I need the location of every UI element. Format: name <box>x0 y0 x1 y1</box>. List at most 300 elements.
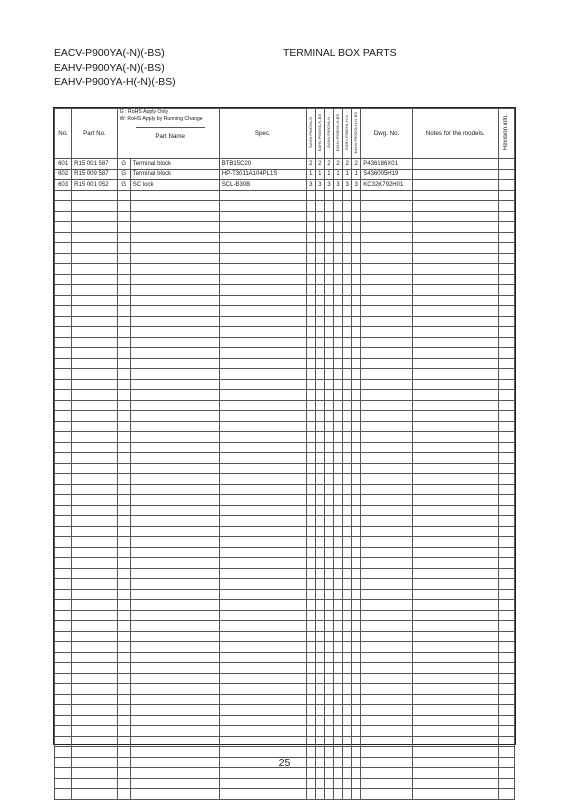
cell-q-4 <box>343 673 352 684</box>
cell-q-2 <box>324 211 333 222</box>
cell-dwg <box>361 306 413 317</box>
cell-q-1 <box>315 705 324 716</box>
cell-q-5 <box>352 568 361 579</box>
cell-dwg <box>361 285 413 296</box>
cell-rohs <box>117 327 130 338</box>
cell-q-2 <box>324 337 333 348</box>
legend-w: W: RoHS Apply by Running Change <box>119 116 203 122</box>
cell-q-1 <box>315 190 324 201</box>
cell-empty <box>412 379 498 390</box>
cell-no <box>55 474 72 485</box>
cell-part_no <box>72 285 117 296</box>
cell-q-3 <box>333 631 342 642</box>
cell-q-0 <box>306 453 315 464</box>
cell-dwg <box>361 610 413 621</box>
cell-dwg <box>361 474 413 485</box>
cell-q-1 <box>315 390 324 401</box>
cell-empty <box>498 642 514 653</box>
cell-rohs <box>117 390 130 401</box>
header-model: EAHV-P900YA-N-BS <box>315 109 324 159</box>
cell-spec <box>219 484 306 495</box>
cell-name <box>130 369 219 380</box>
cell-empty <box>412 694 498 705</box>
cell-q-3 <box>333 526 342 537</box>
cell-name: Terminal block <box>130 169 219 180</box>
cell-q-0 <box>306 316 315 327</box>
cell-empty <box>498 589 514 600</box>
cell-q-0 <box>306 705 315 716</box>
cell-name <box>130 474 219 485</box>
cell-empty <box>498 474 514 485</box>
cell-q-5 <box>352 463 361 474</box>
cell-no <box>55 747 72 758</box>
cell-empty <box>412 705 498 716</box>
cell-q-3 <box>333 327 342 338</box>
cell-no: 601 <box>55 159 72 170</box>
cell-empty <box>498 190 514 201</box>
cell-q-2 <box>324 484 333 495</box>
cell-rohs <box>117 547 130 558</box>
cell-empty <box>498 222 514 233</box>
cell-part_no <box>72 652 117 663</box>
cell-q-4 <box>343 684 352 695</box>
cell-q-3 <box>333 747 342 758</box>
cell-q-5: 1 <box>352 169 361 180</box>
cell-empty <box>412 442 498 453</box>
cell-part_no <box>72 274 117 285</box>
cell-q-2 <box>324 600 333 611</box>
table-row <box>55 768 515 779</box>
cell-q-2 <box>324 390 333 401</box>
cell-q-5 <box>352 316 361 327</box>
cell-no <box>55 411 72 422</box>
cell-name <box>130 295 219 306</box>
cell-q-0 <box>306 747 315 758</box>
cell-part_no <box>72 526 117 537</box>
cell-dwg <box>361 747 413 758</box>
cell-name <box>130 526 219 537</box>
cell-q-3 <box>333 537 342 548</box>
cell-q-4 <box>343 358 352 369</box>
cell-empty <box>412 285 498 296</box>
cell-q-0 <box>306 295 315 306</box>
cell-part_no <box>72 600 117 611</box>
cell-rohs <box>117 495 130 506</box>
cell-q-2 <box>324 285 333 296</box>
cell-no <box>55 421 72 432</box>
cell-part_no <box>72 747 117 758</box>
cell-empty <box>412 579 498 590</box>
cell-no <box>55 463 72 474</box>
table-row <box>55 169 515 180</box>
cell-q-4 <box>343 778 352 789</box>
cell-no <box>55 306 72 317</box>
cell-part_no <box>72 694 117 705</box>
cell-rohs <box>117 778 130 789</box>
cell-q-0 <box>306 358 315 369</box>
cell-q-1 <box>315 432 324 443</box>
cell-no <box>55 537 72 548</box>
cell-spec <box>219 705 306 716</box>
cell-dwg <box>361 663 413 674</box>
cell-q-0 <box>306 306 315 317</box>
cell-spec <box>219 358 306 369</box>
cell-q-1 <box>315 369 324 380</box>
cell-empty <box>498 673 514 684</box>
table-row <box>55 526 515 537</box>
cell-part_no <box>72 337 117 348</box>
cell-q-1 <box>315 642 324 653</box>
cell-part_no <box>72 453 117 464</box>
table-row <box>55 726 515 737</box>
cell-q-1 <box>315 610 324 621</box>
cell-spec <box>219 684 306 695</box>
cell-q-5 <box>352 642 361 653</box>
cell-q-1 <box>315 505 324 516</box>
cell-part_no <box>72 484 117 495</box>
cell-no <box>55 600 72 611</box>
cell-q-4 <box>343 579 352 590</box>
cell-name <box>130 484 219 495</box>
cell-q-1 <box>315 295 324 306</box>
cell-q-1 <box>315 537 324 548</box>
cell-name <box>130 705 219 716</box>
cell-q-0 <box>306 421 315 432</box>
cell-dwg <box>361 222 413 233</box>
cell-q-4 <box>343 768 352 779</box>
cell-q-1 <box>315 768 324 779</box>
cell-empty <box>412 222 498 233</box>
cell-spec <box>219 663 306 674</box>
cell-q-2 <box>324 673 333 684</box>
cell-part_no <box>72 253 117 264</box>
cell-q-3 <box>333 558 342 569</box>
cell-spec <box>219 768 306 779</box>
cell-q-4 <box>343 663 352 674</box>
cell-part_no <box>72 421 117 432</box>
cell-q-0 <box>306 505 315 516</box>
cell-empty <box>412 369 498 380</box>
cell-q-1 <box>315 327 324 338</box>
cell-no <box>55 778 72 789</box>
cell-dwg <box>361 726 413 737</box>
cell-q-0 <box>306 390 315 401</box>
cell-part_no <box>72 495 117 506</box>
cell-part_no <box>72 201 117 212</box>
cell-q-0 <box>306 264 315 275</box>
cell-dwg <box>361 432 413 443</box>
cell-empty <box>498 547 514 558</box>
cell-dwg <box>361 547 413 558</box>
cell-q-1 <box>315 526 324 537</box>
cell-spec: HP-T3011A104PL1S <box>219 169 306 180</box>
cell-empty <box>412 358 498 369</box>
cell-q-3 <box>333 264 342 275</box>
cell-dwg <box>361 705 413 716</box>
cell-spec <box>219 211 306 222</box>
cell-dwg <box>361 243 413 254</box>
cell-empty <box>412 264 498 275</box>
cell-q-5 <box>352 474 361 485</box>
cell-q-5 <box>352 432 361 443</box>
cell-empty <box>412 421 498 432</box>
cell-q-0 <box>306 379 315 390</box>
cell-q-3 <box>333 421 342 432</box>
cell-q-5: 2 <box>352 159 361 170</box>
cell-q-0 <box>306 232 315 243</box>
cell-q-2 <box>324 190 333 201</box>
cell-part_no <box>72 358 117 369</box>
cell-q-2 <box>324 327 333 338</box>
table-row <box>55 547 515 558</box>
cell-q-1 <box>315 358 324 369</box>
cell-name <box>130 778 219 789</box>
cell-dwg <box>361 600 413 611</box>
cell-dwg <box>361 274 413 285</box>
cell-q-0 <box>306 579 315 590</box>
table-row <box>55 201 515 212</box>
cell-q-1 <box>315 400 324 411</box>
cell-q-3 <box>333 295 342 306</box>
cell-part_no: R15 001 587 <box>72 159 117 170</box>
cell-empty <box>498 484 514 495</box>
cell-no <box>55 579 72 590</box>
cell-q-5 <box>352 253 361 264</box>
table-row <box>55 390 515 401</box>
cell-rohs <box>117 600 130 611</box>
cell-q-0 <box>306 369 315 380</box>
table-row <box>55 316 515 327</box>
cell-name <box>130 715 219 726</box>
cell-q-4 <box>343 726 352 737</box>
cell-spec <box>219 463 306 474</box>
cell-q-0 <box>306 411 315 422</box>
cell-q-2 <box>324 432 333 443</box>
cell-empty <box>498 316 514 327</box>
header-revision: Revision info. <box>498 109 514 159</box>
cell-dwg <box>361 295 413 306</box>
cell-empty <box>498 327 514 338</box>
cell-q-1 <box>315 547 324 558</box>
cell-q-4 <box>343 621 352 632</box>
cell-rohs <box>117 348 130 359</box>
cell-name <box>130 348 219 359</box>
cell-empty <box>412 747 498 758</box>
cell-dwg <box>361 694 413 705</box>
cell-empty <box>498 663 514 674</box>
cell-no <box>55 516 72 527</box>
cell-dwg <box>361 232 413 243</box>
cell-no <box>55 358 72 369</box>
cell-q-5 <box>352 411 361 422</box>
cell-q-1 <box>315 778 324 789</box>
cell-name <box>130 432 219 443</box>
cell-q-2 <box>324 411 333 422</box>
cell-q-4 <box>343 589 352 600</box>
cell-q-4 <box>343 232 352 243</box>
cell-q-1: 2 <box>315 159 324 170</box>
cell-part_no <box>72 211 117 222</box>
cell-rohs <box>117 316 130 327</box>
cell-q-2 <box>324 442 333 453</box>
cell-rohs <box>117 379 130 390</box>
cell-q-0 <box>306 537 315 548</box>
cell-q-2 <box>324 621 333 632</box>
cell-q-3 <box>333 474 342 485</box>
cell-rohs <box>117 421 130 432</box>
cell-q-4 <box>343 411 352 422</box>
cell-part_no <box>72 610 117 621</box>
cell-name <box>130 306 219 317</box>
table-row <box>55 663 515 674</box>
cell-q-0 <box>306 526 315 537</box>
cell-q-5 <box>352 547 361 558</box>
cell-q-5 <box>352 747 361 758</box>
cell-q-4 <box>343 642 352 653</box>
cell-q-3 <box>333 253 342 264</box>
cell-empty <box>412 390 498 401</box>
cell-q-2 <box>324 768 333 779</box>
table-row <box>55 348 515 359</box>
cell-q-4 <box>343 421 352 432</box>
cell-q-2 <box>324 274 333 285</box>
cell-empty <box>498 694 514 705</box>
cell-rohs <box>117 694 130 705</box>
cell-rohs <box>117 243 130 254</box>
cell-no <box>55 484 72 495</box>
cell-rohs <box>117 432 130 443</box>
table-row <box>55 736 515 747</box>
cell-no <box>55 726 72 737</box>
cell-part_no <box>72 327 117 338</box>
cell-empty <box>498 610 514 621</box>
cell-q-5 <box>352 600 361 611</box>
cell-spec <box>219 715 306 726</box>
cell-q-3 <box>333 610 342 621</box>
cell-q-5 <box>352 369 361 380</box>
cell-q-2: 3 <box>324 180 333 191</box>
parts-table-frame <box>53 107 516 745</box>
cell-empty <box>498 379 514 390</box>
cell-q-5 <box>352 358 361 369</box>
cell-q-1 <box>315 379 324 390</box>
cell-q-2 <box>324 547 333 558</box>
cell-q-3 <box>333 547 342 558</box>
page-title: TERMINAL BOX PARTS <box>283 48 397 59</box>
cell-spec <box>219 600 306 611</box>
cell-q-4 <box>343 463 352 474</box>
cell-q-2 <box>324 453 333 464</box>
cell-q-4 <box>343 316 352 327</box>
cell-q-5 <box>352 684 361 695</box>
cell-q-4 <box>343 432 352 443</box>
cell-q-2 <box>324 789 333 800</box>
cell-q-0 <box>306 715 315 726</box>
cell-spec <box>219 726 306 737</box>
cell-q-2 <box>324 306 333 317</box>
cell-empty <box>412 180 498 191</box>
cell-q-0 <box>306 337 315 348</box>
cell-q-2 <box>324 474 333 485</box>
cell-q-3: 1 <box>333 169 342 180</box>
header-no: No. <box>55 109 72 159</box>
cell-empty <box>412 537 498 548</box>
cell-q-5 <box>352 442 361 453</box>
cell-q-4 <box>343 505 352 516</box>
table-row <box>55 747 515 758</box>
cell-name <box>130 358 219 369</box>
cell-dwg <box>361 631 413 642</box>
cell-q-1 <box>315 337 324 348</box>
cell-q-3 <box>333 222 342 233</box>
cell-q-5 <box>352 579 361 590</box>
cell-q-2 <box>324 694 333 705</box>
cell-name <box>130 232 219 243</box>
cell-name <box>130 201 219 212</box>
cell-empty <box>412 663 498 674</box>
cell-q-5 <box>352 505 361 516</box>
cell-dwg <box>361 652 413 663</box>
cell-q-4 <box>343 495 352 506</box>
table-row <box>55 264 515 275</box>
cell-q-0 <box>306 736 315 747</box>
cell-no <box>55 379 72 390</box>
table-row <box>55 495 515 506</box>
cell-q-2 <box>324 726 333 737</box>
cell-empty <box>412 558 498 569</box>
cell-q-1 <box>315 264 324 275</box>
table-row <box>55 369 515 380</box>
cell-part_no <box>72 222 117 233</box>
cell-rohs <box>117 201 130 212</box>
cell-q-0 <box>306 621 315 632</box>
cell-empty <box>498 558 514 569</box>
table-row <box>55 505 515 516</box>
cell-no <box>55 694 72 705</box>
cell-q-4 <box>343 568 352 579</box>
cell-q-0 <box>306 663 315 674</box>
cell-q-5 <box>352 337 361 348</box>
cell-rohs <box>117 663 130 674</box>
cell-q-1 <box>315 243 324 254</box>
cell-q-5 <box>352 453 361 464</box>
cell-q-4 <box>343 306 352 317</box>
cell-name <box>130 547 219 558</box>
cell-q-2 <box>324 516 333 527</box>
cell-q-1 <box>315 516 324 527</box>
table-row <box>55 589 515 600</box>
cell-empty <box>498 285 514 296</box>
cell-spec <box>219 778 306 789</box>
table-row <box>55 789 515 800</box>
cell-q-4: 1 <box>343 169 352 180</box>
cell-q-3 <box>333 684 342 695</box>
cell-q-5 <box>352 222 361 233</box>
cell-dwg <box>361 736 413 747</box>
cell-q-2 <box>324 631 333 642</box>
cell-dwg <box>361 253 413 264</box>
table-row <box>55 568 515 579</box>
cell-q-1 <box>315 211 324 222</box>
cell-spec <box>219 673 306 684</box>
cell-spec <box>219 495 306 506</box>
cell-spec <box>219 789 306 800</box>
cell-rohs <box>117 211 130 222</box>
cell-empty <box>498 600 514 611</box>
cell-no <box>55 264 72 275</box>
cell-q-1: 3 <box>315 180 324 191</box>
cell-empty <box>498 705 514 716</box>
